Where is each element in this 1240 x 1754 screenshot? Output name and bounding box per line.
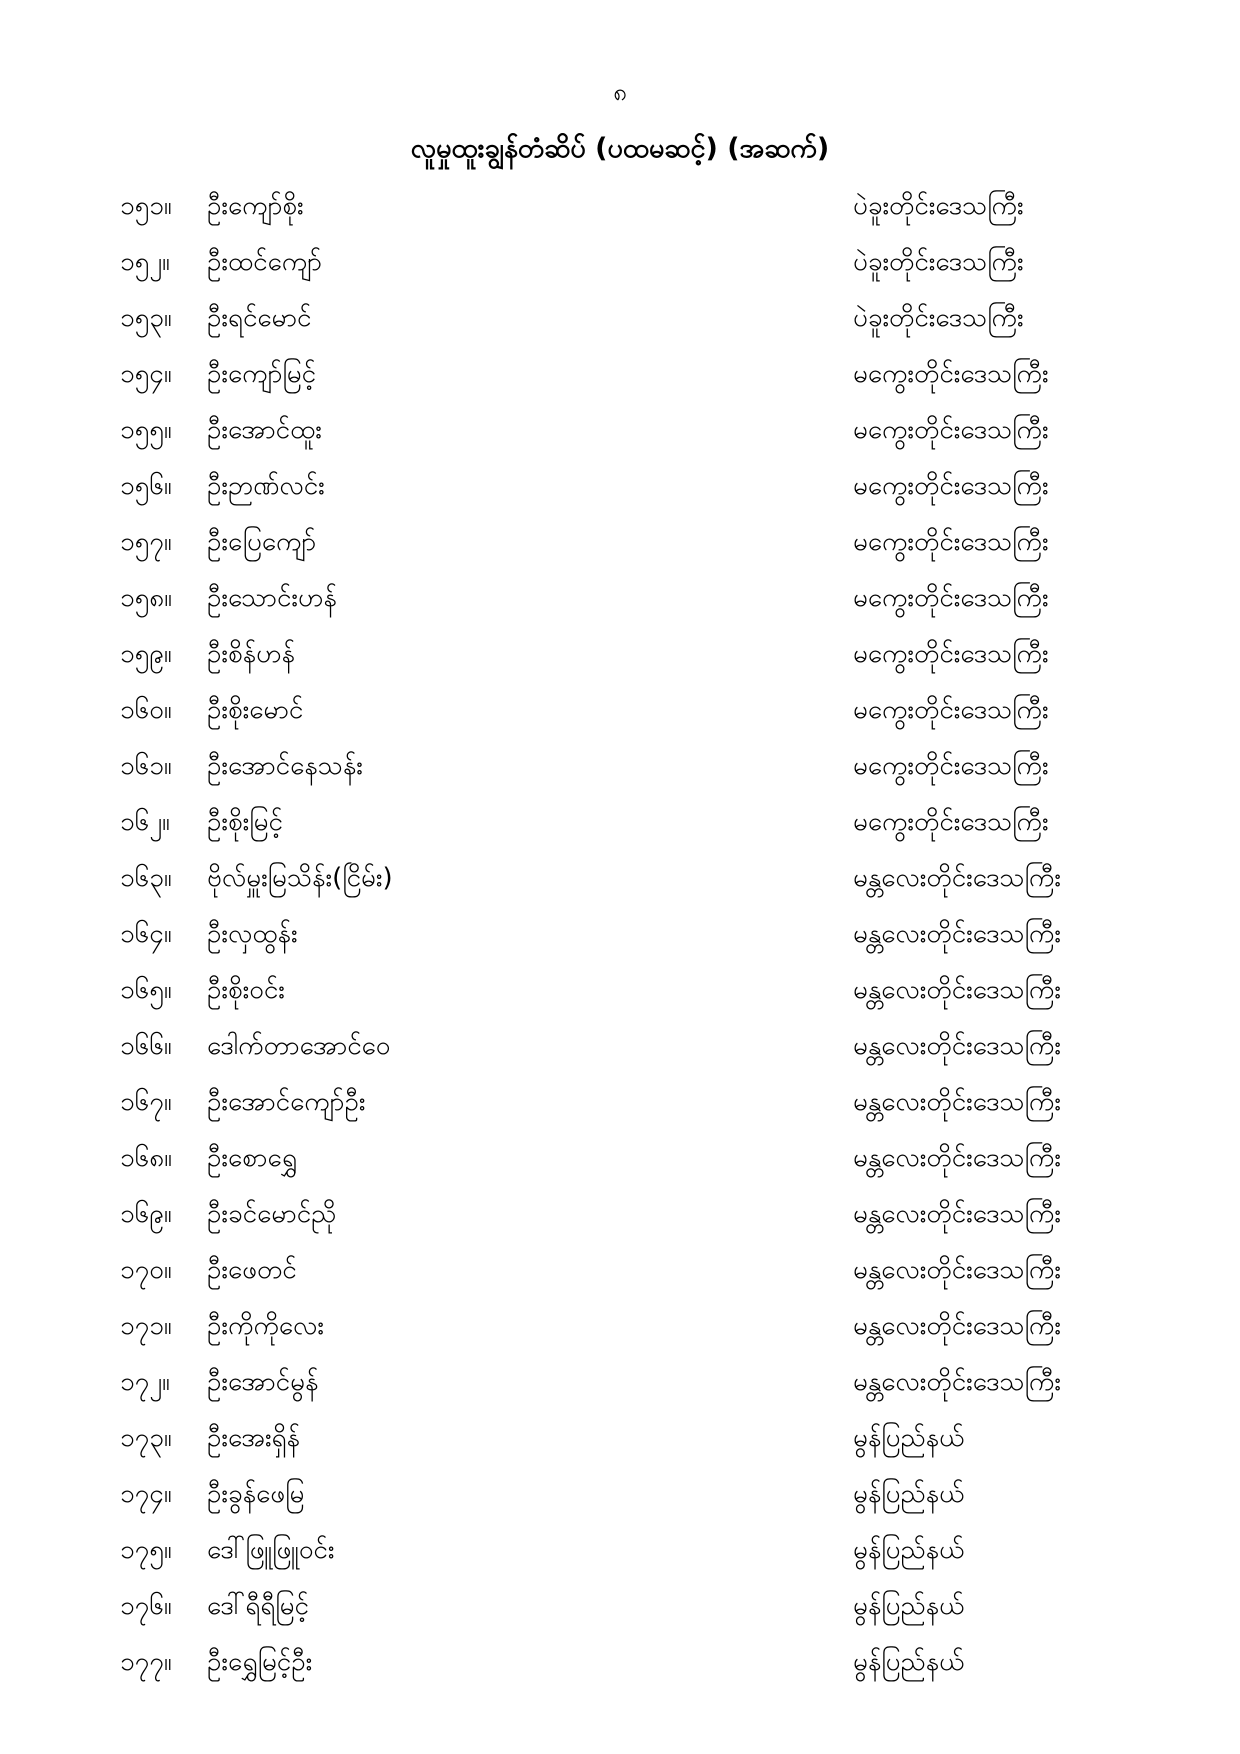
list-item [0, 1018, 1240, 1074]
list-item [0, 1130, 1240, 1186]
recipient-region: မွန်ပြည်နယ် [853, 1591, 965, 1621]
recipient-region: မကွေးတိုင်းဒေသကြီး [853, 527, 1049, 557]
recipient-region: မွန်ပြည်နယ် [853, 1535, 965, 1565]
list-item [0, 570, 1240, 626]
recipient-region: မန္တလေးတိုင်းဒေသကြီး [853, 919, 1061, 949]
entry-number: ၁၅၇။ [120, 527, 172, 557]
entry-number: ၁၆၁။ [120, 751, 172, 781]
recipient-name: ဦးကျော်မြင့် [207, 359, 317, 389]
list-item [0, 1578, 1240, 1634]
page-number: ၈ [613, 78, 627, 106]
recipient-region: မကွေးတိုင်းဒေသကြီး [853, 639, 1049, 669]
recipient-region: မွန်ပြည်နယ် [853, 1423, 965, 1453]
recipient-region: ပဲခူးတိုင်းဒေသကြီး [853, 191, 1024, 221]
recipient-name: ဦးအောင်နေသန်း [207, 751, 363, 781]
recipient-region: မန္တလေးတိုင်းဒေသကြီး [853, 1255, 1061, 1285]
entry-number: ၁၆၂။ [120, 807, 170, 837]
recipient-name: ဦးစိန်ဟန် [207, 639, 296, 669]
recipient-name: ဦးသောင်းဟန် [207, 583, 337, 613]
recipient-name: ဒေါက်တာအောင်ဝေ [207, 1031, 391, 1061]
list-item [0, 850, 1240, 906]
entry-number: ၁၅၆။ [120, 471, 172, 501]
recipient-region: မကွေးတိုင်းဒေသကြီး [853, 471, 1049, 501]
entry-number: ၁၅၅။ [120, 415, 172, 445]
entry-number: ၁၅၃။ [120, 303, 172, 333]
list-item [0, 1466, 1240, 1522]
recipient-name: ဦးထင်ကျော် [207, 247, 322, 277]
list-item [0, 794, 1240, 850]
recipient-name: ဦးဖေတင် [207, 1255, 297, 1285]
entry-number: ၁၇၅။ [120, 1535, 172, 1565]
recipient-name: ဦးပြေကျော် [207, 527, 317, 557]
recipient-name: ဒေါ်ဖြူဖြူဝင်း [207, 1535, 335, 1565]
recipient-region: မန္တလေးတိုင်းဒေသကြီး [853, 1367, 1061, 1397]
recipient-region: မန္တလေးတိုင်းဒေသကြီး [853, 1311, 1061, 1341]
list-item [0, 458, 1240, 514]
list-item [0, 1186, 1240, 1242]
recipient-region: ပဲခူးတိုင်းဒေသကြီး [853, 303, 1024, 333]
list-item [0, 290, 1240, 346]
recipient-name: ဦးကိုကိုလေး [207, 1311, 324, 1341]
list-item [0, 626, 1240, 682]
recipient-region: မန္တလေးတိုင်းဒေသကြီး [853, 863, 1061, 893]
entry-number: ၁၅၉။ [120, 639, 172, 669]
recipient-region: မန္တလေးတိုင်းဒေသကြီး [853, 1143, 1061, 1173]
entry-number: ၁၆၀။ [120, 695, 172, 725]
list-item [0, 514, 1240, 570]
recipient-name: ဦးရင်မောင် [207, 303, 312, 333]
entry-number: ၁၇၃။ [120, 1423, 172, 1453]
entry-number: ၁၅၄။ [120, 359, 172, 389]
list-item [0, 1242, 1240, 1298]
recipient-name: ဦးအောင်မွန် [207, 1367, 319, 1397]
list-item [0, 1410, 1240, 1466]
recipient-region: မကွေးတိုင်းဒေသကြီး [853, 807, 1049, 837]
recipient-name: ဦးစိုးမောင် [207, 695, 304, 725]
recipient-name: ဦးအေးရှိန် [207, 1423, 300, 1453]
entry-number: ၁၇၇။ [120, 1647, 172, 1677]
list-item [0, 1298, 1240, 1354]
recipient-name: ဗိုလ်မှူးမြသိန်း(ငြိမ်း) [207, 863, 393, 893]
recipient-name: ဦးအောင်ကျော်ဦး [207, 1087, 366, 1117]
recipient-region: မန္တလေးတိုင်းဒေသကြီး [853, 1199, 1061, 1229]
entry-number: ၁၇၁။ [120, 1311, 172, 1341]
recipient-name: ဦးခွန်ဖေမြ [207, 1479, 305, 1509]
recipient-region: မန္တလေးတိုင်းဒေသကြီး [853, 1087, 1061, 1117]
recipient-region: မကွေးတိုင်းဒေသကြီး [853, 415, 1049, 445]
entry-number: ၁၅၁။ [120, 191, 172, 221]
entry-number: ၁၆၃။ [120, 863, 172, 893]
recipient-name: ဦးရွှေမြင့်ဦး [207, 1647, 313, 1677]
recipient-name: ဦးစိုးမြင့် [207, 807, 283, 837]
recipient-name: ဦးခင်မောင်ညို [207, 1199, 337, 1229]
entry-number: ၁၇၂။ [120, 1367, 170, 1397]
recipient-name: ဦးကျော်စိုး [207, 191, 304, 221]
entry-number: ၁၇၄။ [120, 1479, 172, 1509]
list-item [0, 1522, 1240, 1578]
entry-number: ၁၆၈။ [120, 1143, 172, 1173]
entry-number: ၁၆၆။ [120, 1031, 172, 1061]
list-item [0, 906, 1240, 962]
entry-number: ၁၇၀။ [120, 1255, 172, 1285]
recipient-region: မွန်ပြည်နယ် [853, 1479, 965, 1509]
recipient-name: ဦးဉာဏ်လင်း [207, 471, 325, 501]
recipient-region: မကွေးတိုင်းဒေသကြီး [853, 359, 1049, 389]
recipient-region: ပဲခူးတိုင်းဒေသကြီး [853, 247, 1024, 277]
recipient-region: မွန်ပြည်နယ် [853, 1647, 965, 1677]
recipient-name: ဒေါ်ရီရီမြင့် [207, 1591, 309, 1621]
list-item [0, 1354, 1240, 1410]
list-item [0, 234, 1240, 290]
list-item [0, 962, 1240, 1018]
entry-number: ၁၇၆။ [120, 1591, 172, 1621]
recipient-name: ဦးစိုးဝင်း [207, 975, 285, 1005]
recipient-region: မကွေးတိုင်းဒေသကြီး [853, 583, 1049, 613]
entry-number: ၁၆၅။ [120, 975, 172, 1005]
list-item [0, 1074, 1240, 1130]
recipient-region: မန္တလေးတိုင်းဒေသကြီး [853, 1031, 1061, 1061]
recipient-list [0, 178, 1240, 1690]
recipient-name: ဦးအောင်ထူး [207, 415, 322, 445]
list-item [0, 738, 1240, 794]
list-item [0, 402, 1240, 458]
recipient-name: ဦးစောရွှေ [207, 1143, 298, 1173]
list-item [0, 1634, 1240, 1690]
entry-number: ၁၅၂။ [120, 247, 170, 277]
recipient-region: မကွေးတိုင်းဒေသကြီး [853, 695, 1049, 725]
list-item [0, 178, 1240, 234]
recipient-name: ဦးလှထွန်း [207, 919, 298, 949]
entry-number: ၁၆၄။ [120, 919, 172, 949]
page-title: လူမှုထူးချွန်တံဆိပ် (ပထမဆင့်) (အဆက်) [410, 133, 830, 164]
recipient-region: မန္တလေးတိုင်းဒေသကြီး [853, 975, 1061, 1005]
list-item [0, 346, 1240, 402]
entry-number: ၁၆၇။ [120, 1087, 172, 1117]
entry-number: ၁၅၈။ [120, 583, 172, 613]
list-item [0, 682, 1240, 738]
recipient-region: မကွေးတိုင်းဒေသကြီး [853, 751, 1049, 781]
entry-number: ၁၆၉။ [120, 1199, 172, 1229]
